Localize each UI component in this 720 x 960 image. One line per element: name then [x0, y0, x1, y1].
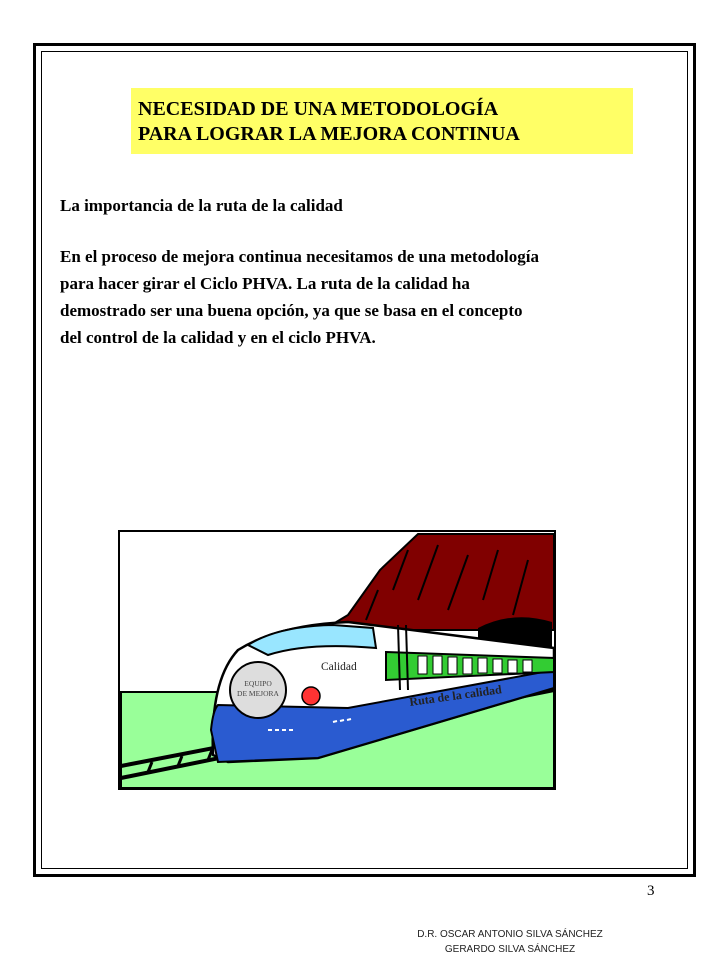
nose-label: Calidad: [321, 661, 357, 673]
section-subtitle: La importancia de la ruta de la calidad: [60, 196, 343, 215]
paragraph-line-1: En el proceso de mejora continua necesitamos de una metodología: [60, 247, 539, 266]
footer-author-1: D.R. OSCAR ANTONIO SILVA SÁNCHEZ: [417, 929, 603, 940]
footer-author-2: GERARDO SILVA SÁNCHEZ: [444, 944, 576, 955]
badge-line-2: DE MEJORA: [237, 689, 279, 698]
paragraph-line-3: demostrado ser una buena opción, ya que se basa en el concepto: [60, 301, 523, 320]
route-label: Ruta de la calidad: [408, 682, 503, 709]
paragraph-line-2: para hacer girar el Ciclo PHVA. La ruta de la calidad ha: [60, 274, 470, 293]
page-number: 3: [647, 883, 655, 899]
title-line-1: NECESIDAD DE UNA METODOLOGÍA: [138, 98, 499, 120]
headlight: [302, 687, 320, 705]
paragraph-line-4: del control de la calidad y en el ciclo PHVA.: [60, 328, 376, 347]
title-box: [131, 88, 633, 154]
body-paragraph: [60, 243, 700, 351]
train-illustration: [118, 530, 556, 790]
badge-line-1: EQUIPO: [244, 679, 272, 688]
title-line-2: PARA LOGRAR LA MEJORA CONTINUA: [138, 123, 520, 145]
